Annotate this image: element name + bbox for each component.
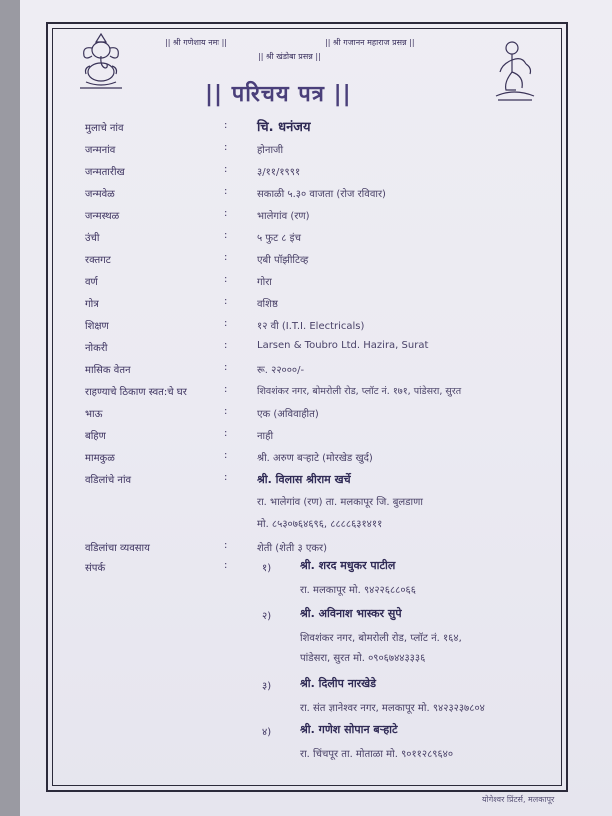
field-row-education xyxy=(0,318,612,338)
field-value: १२ वी (I.T.I. Electricals) xyxy=(257,321,365,332)
field-label: जन्मनांव xyxy=(85,145,116,156)
field-separator: : xyxy=(224,274,228,285)
contact-address: रा. चिंचपूर ता. मोताळा मो. ९०११२८९६४० xyxy=(300,749,454,760)
field-label: राहण्याचे ठिकाण स्वत:चे घर xyxy=(85,387,187,398)
field-row-father-occupation xyxy=(0,540,612,560)
father-address: रा. भालेगांव (रण) ता. मलकापूर जि. बुलडाणा xyxy=(257,497,423,508)
field-value: Larsen & Toubro Ltd. Hazira, Surat xyxy=(257,340,429,351)
field-separator: : xyxy=(224,384,228,395)
field-value: श्री. विलास श्रीराम खर्चे xyxy=(257,473,351,486)
father-mobile: मो. ८५३०७६४६९६, ८८८८६३१४११ xyxy=(257,519,383,530)
field-row-father-name xyxy=(0,472,612,492)
field-value: शेती (शेती ३ एकर) xyxy=(257,543,328,554)
contact-number: २) xyxy=(262,611,272,622)
field-separator: : xyxy=(224,560,228,571)
printer-credit: योगेश्वर प्रिंटर्स, मलकापूर xyxy=(482,795,555,804)
field-label: रक्तगट xyxy=(85,255,111,266)
field-label: जन्मतारीख xyxy=(85,167,125,178)
field-separator: : xyxy=(224,230,228,241)
field-row-blood-group xyxy=(0,252,612,272)
field-row-name xyxy=(0,120,612,140)
field-value: सकाळी ५.३० वाजता (रोज रविवार) xyxy=(257,189,386,200)
field-row-gotra xyxy=(0,296,612,316)
field-label: उंची xyxy=(85,233,100,244)
field-separator: : xyxy=(224,208,228,219)
field-value: चि. धनंजय xyxy=(257,120,311,135)
field-value: होनाजी xyxy=(257,145,284,156)
field-value: ३/११/१९९१ xyxy=(257,167,301,178)
field-value: नाही xyxy=(257,431,274,442)
field-separator: : xyxy=(224,142,228,153)
field-label: बहिण xyxy=(85,431,106,442)
field-separator: : xyxy=(224,450,228,461)
field-separator: : xyxy=(224,406,228,417)
field-separator: : xyxy=(224,340,228,351)
field-row-brother xyxy=(0,406,612,426)
field-label: जन्मवेळ xyxy=(85,189,115,200)
field-label: वर्ण xyxy=(85,277,98,288)
field-separator: : xyxy=(224,186,228,197)
field-row-birth-time xyxy=(0,186,612,206)
field-row-salary xyxy=(0,362,612,382)
field-row-height xyxy=(0,230,612,250)
field-label: वडिलांचे नांव xyxy=(85,475,132,486)
field-label: शिक्षण xyxy=(85,321,109,332)
field-label: गोत्र xyxy=(85,299,99,310)
field-label: वडिलांचा व्यवसाय xyxy=(85,543,150,554)
field-label: जन्मस्थळ xyxy=(85,211,120,222)
gajanan-maharaj-emblem-icon xyxy=(486,38,544,106)
field-label: भाऊ xyxy=(85,409,103,420)
field-separator: : xyxy=(224,472,228,483)
field-separator: : xyxy=(224,164,228,175)
field-row-birth-name xyxy=(0,142,612,162)
field-value: भालेगांव (रण) xyxy=(257,211,310,222)
contacts-label: संपर्क xyxy=(85,563,106,574)
invocation-gajanan: || श्री गजानन महाराज प्रसन्न || xyxy=(325,38,415,47)
invocation-khandoba: || श्री खंडोबा प्रसन्न || xyxy=(258,52,321,61)
contact-name: श्री. शरद मधुकर पाटील xyxy=(300,559,396,572)
page-title: || परिचय पत्र || xyxy=(205,82,352,107)
field-value: ५ फुट ८ इंच xyxy=(257,233,301,244)
field-separator: : xyxy=(224,362,228,373)
field-separator: : xyxy=(224,296,228,307)
field-row-residence xyxy=(0,384,612,404)
field-row-birth-place xyxy=(0,208,612,228)
invocation-ganesha: || श्री गणेशाय नमः || xyxy=(165,38,227,47)
field-value: रू. २२०००/- xyxy=(257,365,305,376)
field-value: एबी पॉझीटिव्ह xyxy=(257,255,309,266)
field-label: मुलाचे नांव xyxy=(85,123,124,134)
field-row-birth-date xyxy=(0,164,612,184)
contact-address: पांडेसरा, सुरत मो. ०९०६७४४३३३६ xyxy=(300,653,426,664)
field-label: मामकुळ xyxy=(85,453,115,464)
field-value: श्री. अरुण बऱ्हाटे (मोरखेड खुर्द) xyxy=(257,453,373,464)
contact-number: १) xyxy=(262,563,272,574)
field-separator: : xyxy=(224,318,228,329)
field-separator: : xyxy=(224,428,228,439)
contact-name: श्री. गणेश सोपान बऱ्हाटे xyxy=(300,723,398,736)
field-row-maternal-family xyxy=(0,450,612,470)
contact-address: रा. मलकापूर मो. ९४२२६८८०६६ xyxy=(300,585,416,596)
contact-address: रा. संत ज्ञानेश्वर नगर, मलकापूर मो. ९४२३२३७८०४ xyxy=(300,703,485,714)
field-value: गोरा xyxy=(257,277,272,288)
contact-name: श्री. दिलीप नारखेडे xyxy=(300,677,377,690)
field-label: नोकरी xyxy=(85,343,108,354)
field-row-complexion xyxy=(0,274,612,294)
field-value: शिवशंकर नगर, बोमरोली रोड, प्लॉट नं. १७१, पांडेसरा, सुरत xyxy=(257,386,462,397)
contact-number: ३) xyxy=(262,681,272,692)
contact-address: शिवशंकर नगर, बोमरोली रोड, प्लॉट नं. १६४, xyxy=(300,633,462,644)
ganesha-emblem-icon xyxy=(72,30,130,92)
field-row-sister xyxy=(0,428,612,448)
contact-name: श्री. अविनाश भास्कर सुपे xyxy=(300,607,402,620)
field-label: मासिक वेतन xyxy=(85,365,131,376)
field-separator: : xyxy=(224,252,228,263)
field-value: वशिष्ठ xyxy=(257,299,278,310)
field-separator: : xyxy=(224,120,228,131)
field-row-job xyxy=(0,340,612,360)
field-separator: : xyxy=(224,540,228,551)
field-value: एक (अविवाहीत) xyxy=(257,409,319,420)
contact-number: ४) xyxy=(262,727,272,738)
